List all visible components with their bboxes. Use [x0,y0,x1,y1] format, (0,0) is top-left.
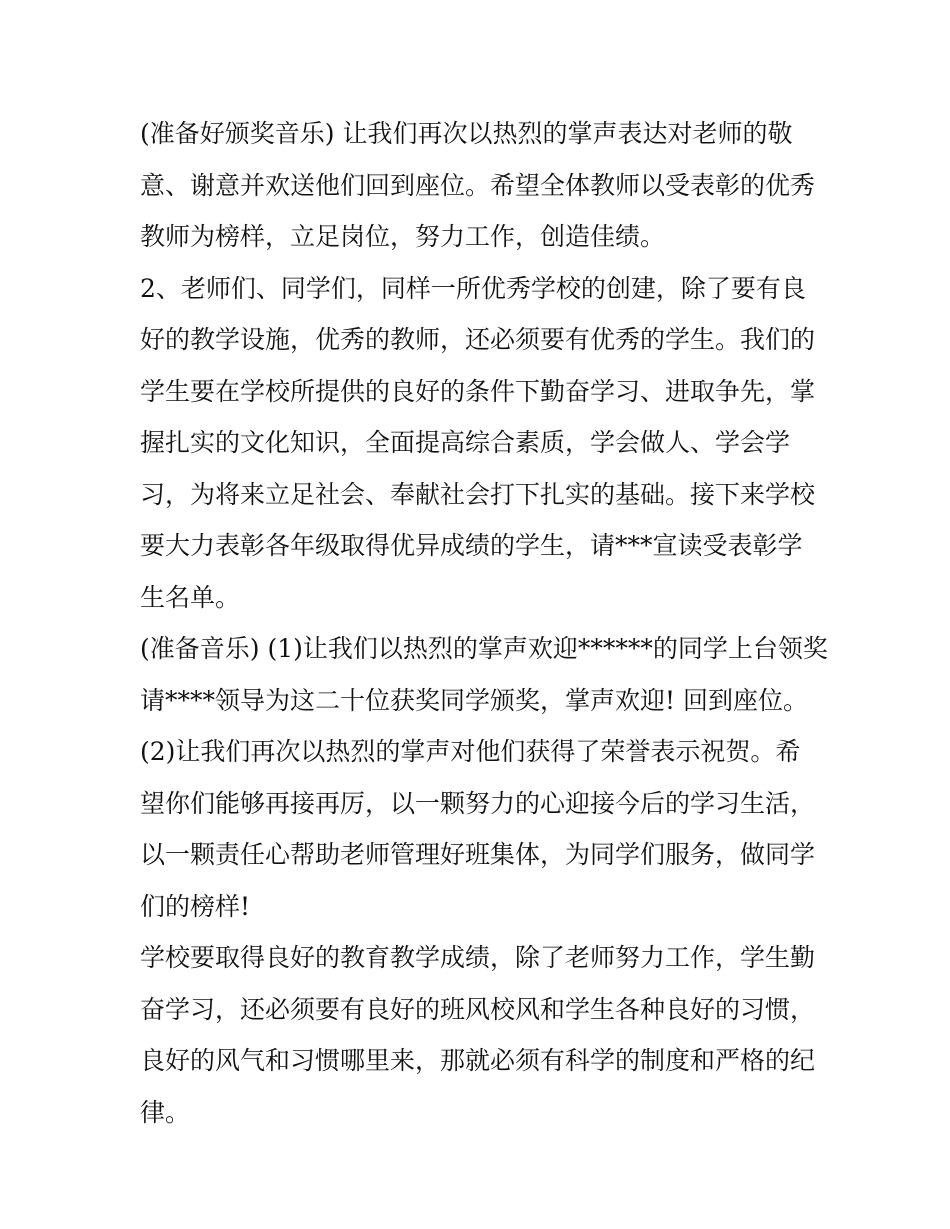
text-line: 好的教学设施，优秀的教师，还必须要有优秀的学生。我们的 [140,325,816,354]
text-line: 律。 [140,1097,191,1127]
text-line: 学校要取得良好的教育教学成绩，除了老师努力工作，学生勤 [140,943,816,972]
text-line: (2)让我们再次以热烈的掌声对他们获得了荣誉表示祝贺。希 [140,737,801,766]
text-line: 良好的风气和习惯哪里来，那就必须有科学的制度和严格的纪 [140,1046,816,1075]
text-line: 学生要在学校所提供的良好的条件下勤奋学习、进取争先，掌 [140,376,816,406]
text-line: 2、老师们、同学们，同样一所优秀学校的创建，除了要有良 [140,273,806,303]
text-line: 教师为榜样，立足岗位，努力工作，创造佳绩。 [140,222,666,251]
text-line: 握扎实的文化知识，全面提高综合素质，学会做人、学会学 [140,428,791,457]
body-text [140,108,828,1138]
text-line: 望你们能够再接再厉，以一颗努力的心迎接今后的学习生活， [140,788,816,818]
text-line: 习，为将来立足社会、奉献社会打下扎实的基础。接下来学校 [140,479,816,509]
text-line: 意、谢意并欢送他们回到座位。希望全体教师以受表彰的优秀 [140,170,816,200]
text-line: 请****领导为这二十位获奖同学颁奖，掌声欢迎! 回到座位。 [140,685,808,715]
text-line: 奋学习，还必须要有良好的班风校风和学生各种良好的习惯， [140,994,816,1024]
text-line: 要大力表彰各年级取得优异成绩的学生，请***宣读受表彰学 [140,531,803,560]
text-line: 生名单。 [140,582,241,612]
text-line: 以一颗责任心帮助老师管理好班集体，为同学们服务，做同学 [140,840,816,869]
text-line: (准备好颁奖音乐) 让我们再次以热烈的掌声表达对老师的敬 [140,119,793,148]
text-line: (准备音乐) (1)让我们以热烈的掌声欢迎******的同学上台领奖 [140,634,828,663]
text-line: 们的榜样! [140,891,251,921]
